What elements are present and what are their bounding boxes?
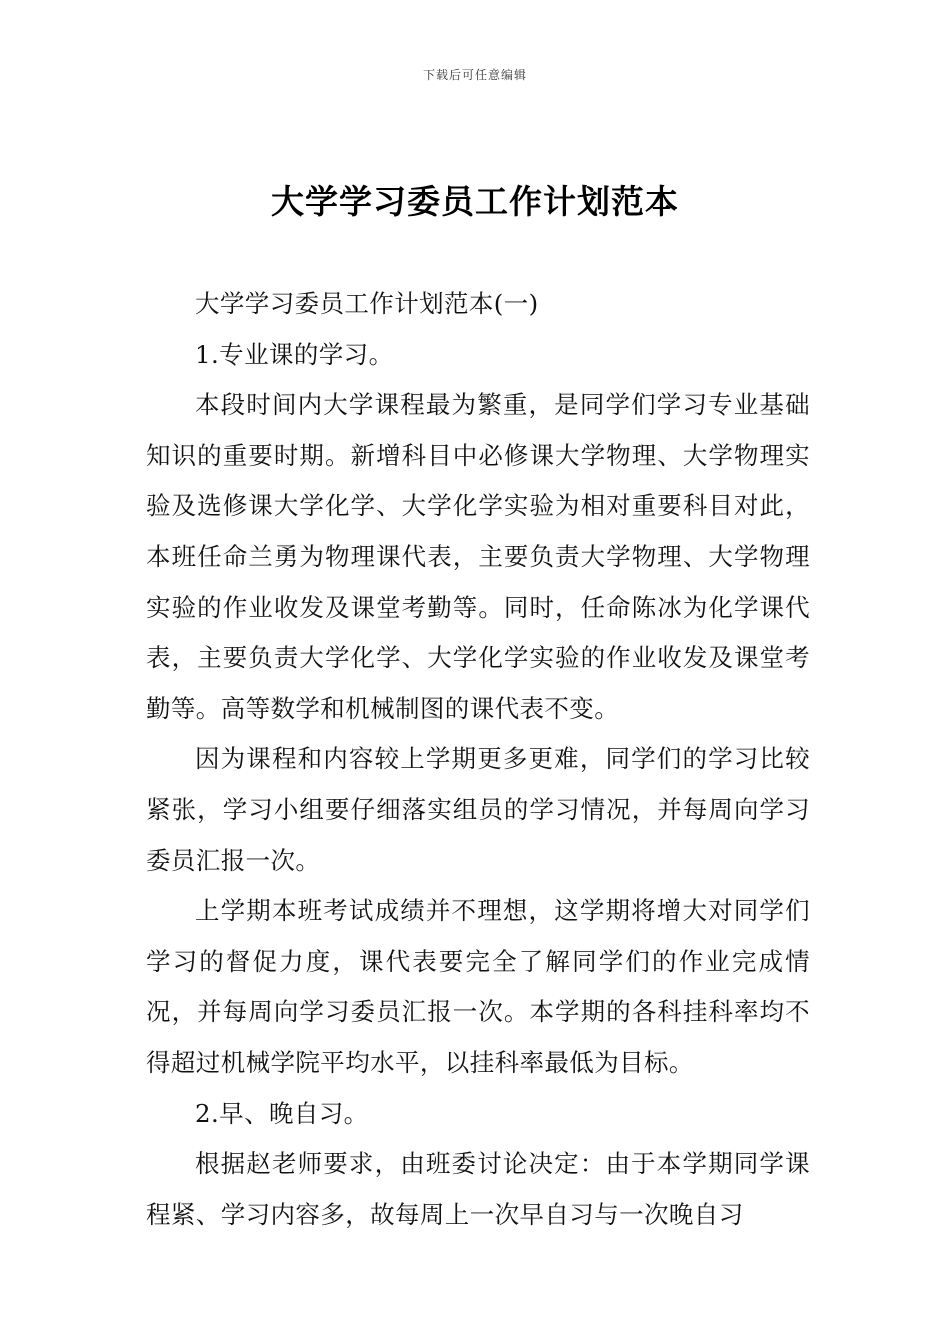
paragraph-course-load: 本段时间内大学课程最为繁重，是同学们学习专业基础知识的重要时期。新增科目中必修课大学物理、大学物理实验及选修课大学化学、大学化学实验为相对重要科目对此，本班任命兰勇为物理课代表，主要负责大学物理、大学物理实验的作业收发及课堂考勤等。同时，任命陈冰为化学课代表，主要负责大学化学、大学化学实验的作业收发及课堂考勤等。高等数学和机械制图的课代表不变。	[146, 390, 810, 723]
paragraph-item-1-heading: 1.专业课的学习。	[195, 339, 394, 369]
paragraph-item-2-heading: 2.早、晚自习。	[195, 1098, 369, 1128]
document-title: 大学学习委员工作计划范本	[271, 182, 679, 221]
paragraph-study-groups: 因为课程和内容较上学期更多更难，同学们的学习比较紧张，学习小组要仔细落实组员的学习情况，并每周向学习委员汇报一次。	[146, 744, 810, 875]
paragraph-exam-results: 上学期本班考试成绩并不理想，这学期将增大对同学们学习的督促力度，课代表要完全了解同学们的作业完成情况，并每周向学习委员汇报一次。本学期的各科挂科率均不得超过机械学院平均水平，以挂科率最低为目标。	[146, 896, 810, 1077]
header-note: 下载后可任意编辑	[422, 68, 527, 82]
paragraph-self-study: 根据赵老师要求，由班委讨论决定：由于本学期同学课程紧、学习内容多，故每周上一次早自习与一次晚自习	[146, 1149, 810, 1229]
document-body	[146, 279, 810, 1240]
paragraph-section-heading: 大学学习委员工作计划范本(一)	[195, 289, 539, 318]
